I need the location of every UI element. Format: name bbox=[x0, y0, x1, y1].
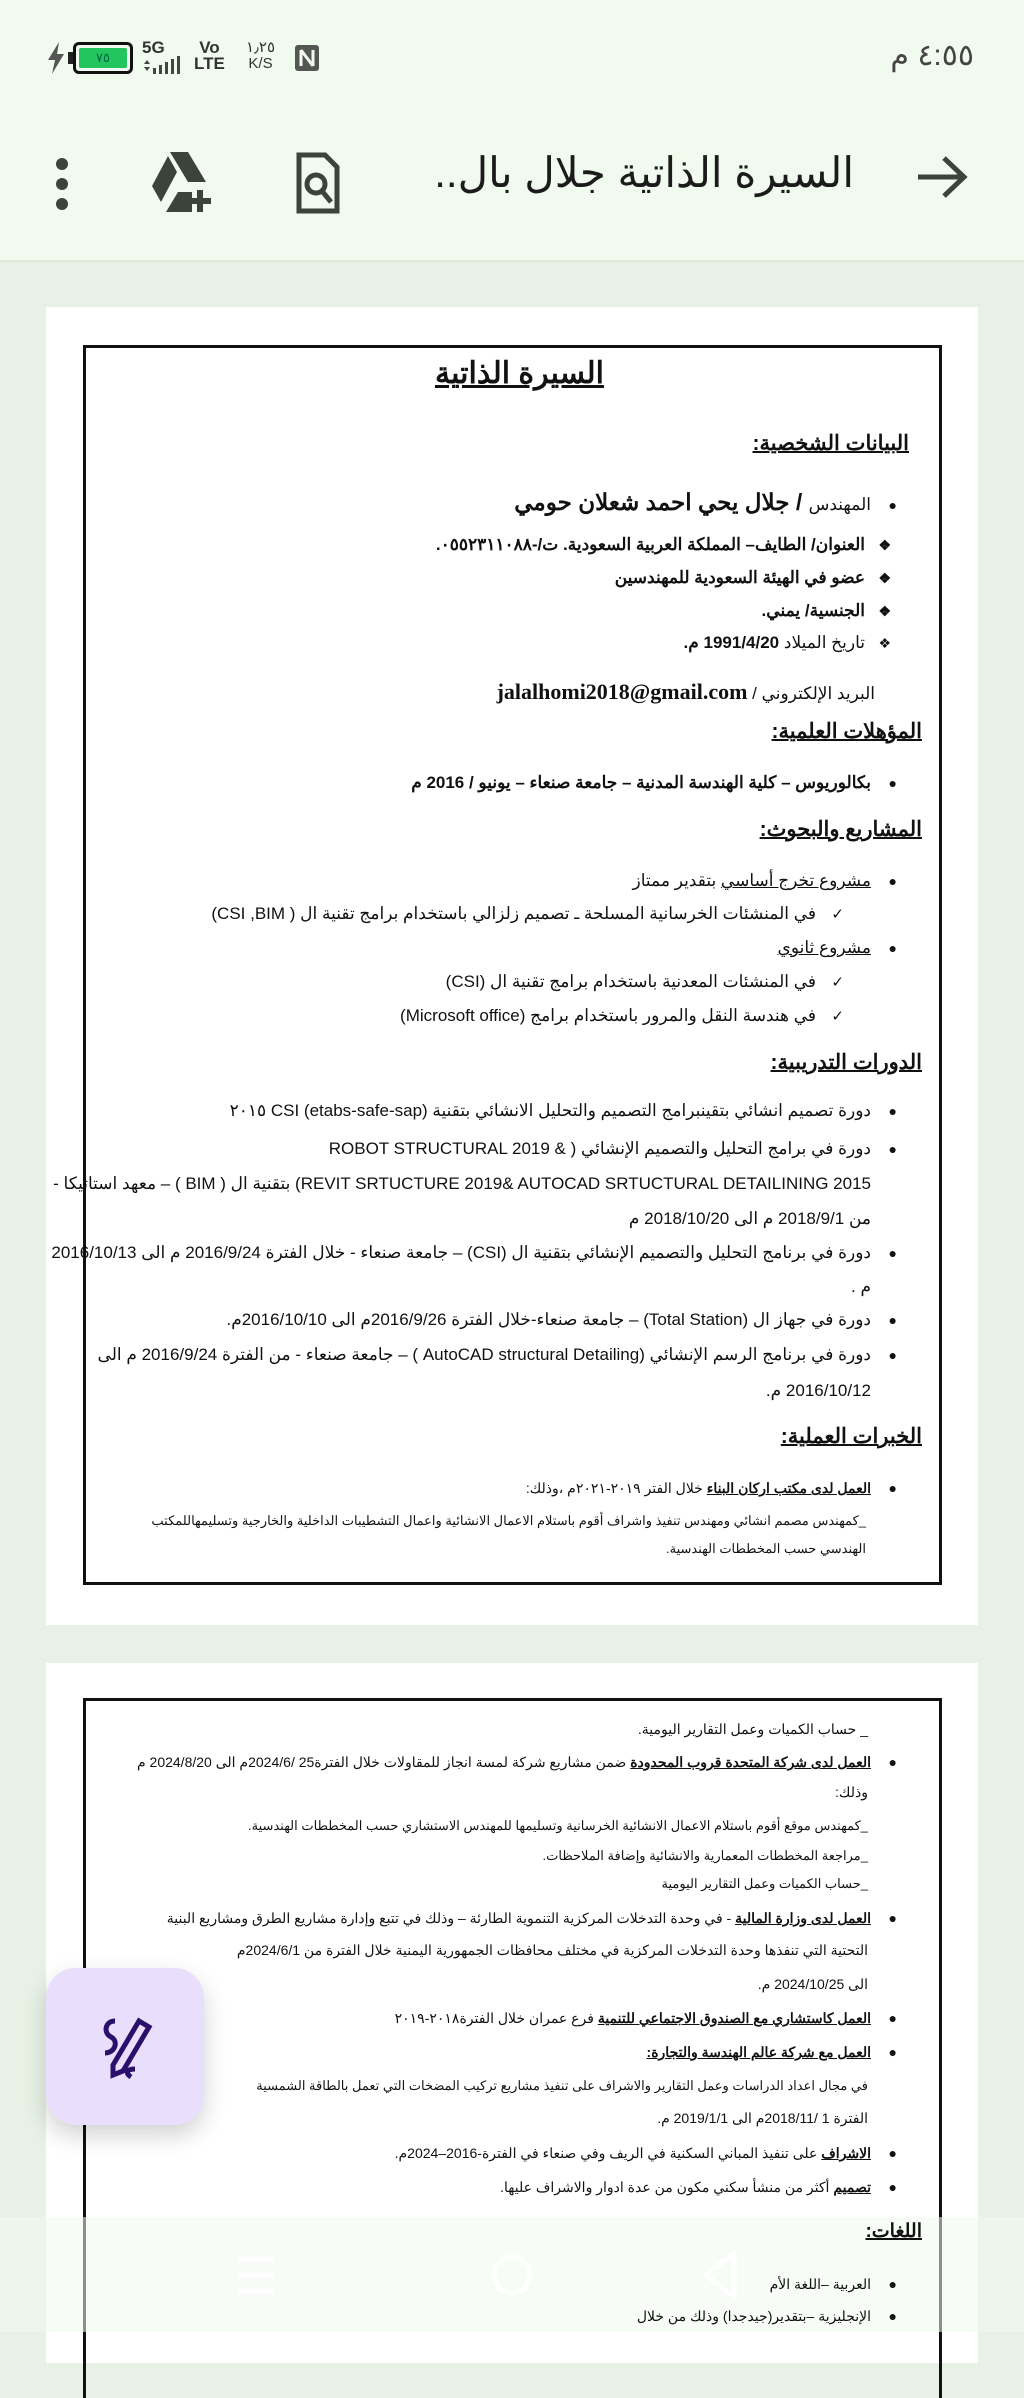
volte-bottom: LTE bbox=[194, 54, 225, 73]
project2-detail2-text: في هندسة النقل والمرور باستخدام برامج (Microsoft office) bbox=[400, 1006, 816, 1025]
drive-add-icon[interactable] bbox=[150, 152, 216, 212]
course-3: ●دورة في برنامج التحليل والتصميم الإنشائي بتقنية ال (CSI) – جامعة صنعاء - خلال الفترة 2016/9/24 م الى 2016/10/13 bbox=[51, 1243, 897, 1262]
network-type: 5G bbox=[142, 38, 165, 57]
lang-1: ●العربية –اللغة الأم bbox=[769, 2276, 897, 2292]
job1-lead: العمل لدى مكتب اركان البناء bbox=[706, 1480, 871, 1496]
course-5: ●دورة في برنامج الرسم الإنشائي (AutoCAD structural Detailing ) – جامعة صنعاء - من الفترة 2016/9/24 م الى bbox=[97, 1345, 897, 1364]
job-6: ●الاشراف على تنفيذ المباني السكنية في الريف وفي صنعاء في الفترة-2016–2024م. bbox=[394, 2145, 897, 2161]
project1-grade: بتقدير ممتاز bbox=[632, 871, 721, 890]
birth-line: ❖تاريخ الميلاد 1991/4/20 م. bbox=[683, 633, 891, 652]
course5-text: دورة في برنامج الرسم الإنشائي (AutoCAD structural Detailing ) – جامعة صنعاء - من الفترة 2016/9/24 م الى bbox=[97, 1345, 871, 1364]
job2-line4: _مراجعة المخططات المعمارية والانشائية وإضافة الملاحظات. bbox=[542, 1848, 868, 1863]
lang-2: ●الإنجليزية –بتقدير(جيدجدا) وذلك من خلال bbox=[636, 2308, 897, 2324]
section-heading-courses: الدورات التدريبية: bbox=[770, 1051, 922, 1074]
job-5: ●العمل مع شركة عالم الهندسة والتجارة: bbox=[646, 2044, 897, 2060]
menu-lines-icon[interactable] bbox=[234, 2253, 278, 2297]
engineer-name: / جلال يحي احمد شعلان حومي bbox=[514, 489, 803, 515]
job-7: ●تصميم أكثر من منشأ سكني مكون من عدة ادوار والاشراف عليها. bbox=[500, 2179, 897, 2195]
degree-line: ●بكالوريوس – كلية الهندسة المدنية – جامعة صنعاء – يونيو / 2016 م bbox=[411, 773, 897, 792]
course-1: ●دورة تصميم انشائي بتقينبرامج التصميم والتحليل الانشائي بتقنية (etabs-safe-sap) CSI ٢٠١٥ bbox=[229, 1101, 897, 1120]
job4-rest: فرع عمران خلال الفترة٢٠١٨-٢٠١٩ bbox=[394, 2010, 598, 2026]
project1-title: مشروع تخرج أساسي bbox=[720, 871, 871, 890]
email-line bbox=[497, 680, 875, 706]
battery-level: ٧٥ bbox=[79, 48, 127, 68]
birth-date: 1991/4/20 م. bbox=[683, 633, 780, 652]
course3-text: دورة في برنامج التحليل والتصميم الإنشائي بتقنية ال (CSI) – جامعة صنعاء - خلال الفترة 2016/9/24 م الى 2016/10/13 bbox=[51, 1243, 871, 1262]
course-4: ●دورة في جهاز ال (Total Station) – جامعة صنعاء-خلال الفترة 2016/9/26م الى 2016/10/10م. bbox=[226, 1310, 897, 1329]
network-speed bbox=[246, 40, 275, 72]
job3-line2: التحتية التي تنفذها وحدة التدخلات المركزية في مختلف محافظات الجمهورية اليمنية خلال الفترة من 2024/6/1م bbox=[236, 1942, 868, 1958]
section-heading-languages: اللغات: bbox=[865, 2221, 922, 2242]
job-3: ●العمل لدى وزارة المالية - في وحدة التدخلات المركزية التنموية الطارئة – وذلك في تتبع وإدارة مشاريع الطرق ومشاريع البنية bbox=[166, 1910, 897, 1926]
project2-detail-2: ✓في هندسة النقل والمرور باستخدام برامج (Microsoft office) bbox=[400, 1006, 844, 1025]
project2-detail1-text: في المنشئات المعدنية باستخدام برامج تقنية ال (CSI) bbox=[445, 972, 816, 991]
job5-line3: الفترة 1 /2018/11م الى 2019/1/1 م. bbox=[657, 2110, 868, 2126]
project1-detail: ✓في المنشئات الخرسانية المسلحة ـ تصميم زلزالي باستخدام برامج تقنية ال ( CSI ,BIM) bbox=[211, 904, 844, 923]
job1-rest: خلال الفتر ٢٠١٩-٢٠٢١م ،وذلك: bbox=[525, 1480, 707, 1496]
name-prefix: المهندس bbox=[808, 495, 871, 514]
course-2: ●دورة في برامج التحليل والتصميم الإنشائي ( & ROBOT STRUCTURAL 2019 bbox=[328, 1139, 897, 1158]
course2-line2: REVIT SRTUCTURE 2019& AUTOCAD SRTUCTURAL DETAILINING 2015) بتقنية ال ( BIM ) – معهد استاتيكا - bbox=[53, 1174, 871, 1193]
project1-detail-text: في المنشئات الخرسانية المسلحة ـ تصميم زلزالي باستخدام برامج تقنية ال ( CSI ,BIM) bbox=[211, 904, 816, 923]
lang2-text: الإنجليزية –بتقدير(جيدجدا) وذلك من خلال bbox=[636, 2308, 871, 2324]
document-title: السيرة الذاتية جلال بال.. bbox=[434, 149, 854, 196]
course1-text: دورة تصميم انشائي بتقينبرامج التصميم والتحليل الانشائي بتقنية (etabs-safe-sap) CSI ٢٠١٥ bbox=[229, 1101, 871, 1120]
course3-line2: م . bbox=[851, 1277, 871, 1296]
job1-line2: _كمهندس مصمم انشائي ومهندس تنفيذ واشراف أقوم باستلام الاعمال الانشائية واعمال التشطيبات الداخلية والخارجية وتسليمهاللمكتب bbox=[151, 1513, 866, 1528]
job6-rest: على تنفيذ المباني السكنية في الريف وفي صنعاء في الفترة-2016–2024م. bbox=[394, 2145, 822, 2161]
course2-text: دورة في برامج التحليل والتصميم الإنشائي ( & ROBOT STRUCTURAL 2019 bbox=[328, 1139, 871, 1158]
section-heading-qualifications: المؤهلات العلمية: bbox=[771, 720, 922, 743]
section-heading-experience: الخبرات العملية: bbox=[780, 1425, 922, 1448]
project2-line: ●مشروع ثانوي bbox=[777, 938, 897, 957]
job6-lead: الاشراف bbox=[821, 2145, 871, 2161]
project1-line: ●مشروع تخرج أساسي بتقدير ممتاز bbox=[632, 871, 897, 890]
speed-unit: K/S bbox=[248, 55, 273, 72]
app-bar bbox=[0, 110, 1024, 262]
more-vertical-icon[interactable] bbox=[52, 156, 72, 216]
address-text: العنوان/ الطايف– المملكة العربية السعودية. ت/-٠٥٥٢٣١١٠٨٨. bbox=[435, 535, 865, 554]
nationality-line: ❖الجنسية/ يمني. bbox=[761, 601, 891, 620]
speed-value: ١٫٢٥ bbox=[246, 39, 276, 56]
job3-lead: العمل لدى وزارة المالية bbox=[735, 1910, 871, 1926]
course4-text: دورة في جهاز ال (Total Station) – جامعة صنعاء-خلال الفترة 2016/9/26م الى 2016/10/10م. bbox=[226, 1310, 871, 1329]
course5-line2: 2016/10/12 م. bbox=[765, 1381, 871, 1400]
job2-rest: ضمن مشاريع شركة لمسة انجاز للمقاولات خلال الفترة25 /2024/6م الى 2024/8/20 م bbox=[136, 1754, 631, 1770]
p2-line1: _ حساب الكميات وعمل التقارير اليومية. bbox=[637, 1721, 868, 1737]
job-4: ●العمل كاستشاري مع الصندوق الاجتماعي للتنمية فرع عمران خلال الفترة٢٠١٨-٢٠١٩ bbox=[394, 2010, 897, 2026]
charging-icon bbox=[46, 42, 66, 74]
job7-rest: أكثر من منشأ سكني مكون من عدة ادوار والاشراف عليها. bbox=[500, 2179, 834, 2195]
membership-text: عضو في الهيئة السعودية للمهندسين bbox=[614, 568, 865, 587]
membership-line: ❖عضو في الهيئة السعودية للمهندسين bbox=[614, 568, 891, 587]
job5-line2: في مجال اعداد الدراسات وعمل التقارير والاشراف على تنفيذ مشاريع تركيب المضخات التي تعمل بالطاقة الشمسية bbox=[256, 2078, 868, 2093]
section-heading-personal: البيانات الشخصية: bbox=[752, 432, 909, 455]
degree-text: بكالوريوس – كلية الهندسة المدنية – جامعة صنعاء – يونيو / 2016 م bbox=[411, 773, 871, 792]
job3-line3: الى 2024/10/25 م. bbox=[757, 1976, 868, 1992]
signal-icon bbox=[142, 56, 188, 74]
battery-icon bbox=[73, 42, 133, 74]
status-bar bbox=[0, 0, 1024, 110]
job5-lead: العمل مع شركة عالم الهندسة والتجارة: bbox=[646, 2044, 871, 2060]
course2-line3: من 2018/9/1 م الى 2018/10/20 م bbox=[628, 1209, 871, 1228]
section-heading-projects: المشاريع والبحوث: bbox=[759, 818, 922, 841]
cv-title: السيرة الذاتية bbox=[435, 357, 604, 390]
edit-fab-button[interactable] bbox=[46, 1968, 204, 2125]
birth-label: تاريخ الميلاد bbox=[783, 633, 865, 652]
clock: ٤:٥٥ م bbox=[890, 39, 974, 72]
document-search-icon[interactable] bbox=[296, 152, 340, 214]
edit-pencil-icon bbox=[95, 2015, 155, 2079]
home-circle-icon[interactable] bbox=[490, 2253, 534, 2297]
name-line: ●المهندس / جلال يحي احمد شعلان حومي bbox=[514, 489, 897, 515]
job-1: ●العمل لدى مكتب اركان البناء خلال الفتر ٢٠١٩-٢٠٢١م ،وذلك: bbox=[525, 1480, 897, 1496]
job2-lead: العمل لدى شركة المتحدة قروب المحدودة bbox=[630, 1754, 871, 1770]
job2-line2: وذلك: bbox=[835, 1784, 868, 1800]
job4-lead: العمل كاستشاري مع الصندوق الاجتماعي للتنمية bbox=[597, 2010, 871, 2026]
nfc-icon bbox=[294, 44, 320, 72]
back-arrow-icon[interactable] bbox=[914, 154, 970, 200]
volte-top: Vo bbox=[199, 38, 220, 57]
job3-rest: - في وحدة التدخلات المركزية التنموية الطارئة – وذلك في تتبع وإدارة مشاريع الطرق ومشاريع البنية bbox=[166, 1910, 736, 1926]
job1-line3: الهندسي حسب المخططات الهندسية. bbox=[666, 1541, 866, 1556]
volte-indicator bbox=[194, 40, 225, 72]
address-line: ❖العنوان/ الطايف– المملكة العربية السعودية. ت/-٠٥٥٢٣١١٠٨٨. bbox=[435, 535, 891, 554]
job2-line3: _كمهندس موقع أقوم باستلام الاعمال الانشائية الخرسانية وتسليمها للمهندس الاستشاري حسب المخططات الهندسية. bbox=[248, 1818, 868, 1833]
email-label: البريد الإلكتروني / bbox=[752, 684, 875, 703]
lang1-text: العربية –اللغة الأم bbox=[769, 2276, 871, 2292]
nationality-text: الجنسية/ يمني. bbox=[761, 601, 865, 620]
job7-lead: تصميم bbox=[833, 2179, 871, 2195]
email-address[interactable]: jalalhomi2018@gmail.com bbox=[496, 679, 748, 704]
job-2: ●العمل لدى شركة المتحدة قروب المحدودة ضمن مشاريع شركة لمسة انجاز للمقاولات خلال الفترة25 /2024/6م الى 2024/8/20 م bbox=[136, 1754, 897, 1770]
back-triangle-icon[interactable] bbox=[700, 2249, 740, 2301]
project2-title: مشروع ثانوي bbox=[777, 938, 871, 957]
project2-detail-1: ✓في المنشئات المعدنية باستخدام برامج تقنية ال (CSI) bbox=[445, 972, 844, 991]
job2-line5: _حساب الكميات وعمل التقارير اليومية bbox=[661, 1876, 868, 1891]
